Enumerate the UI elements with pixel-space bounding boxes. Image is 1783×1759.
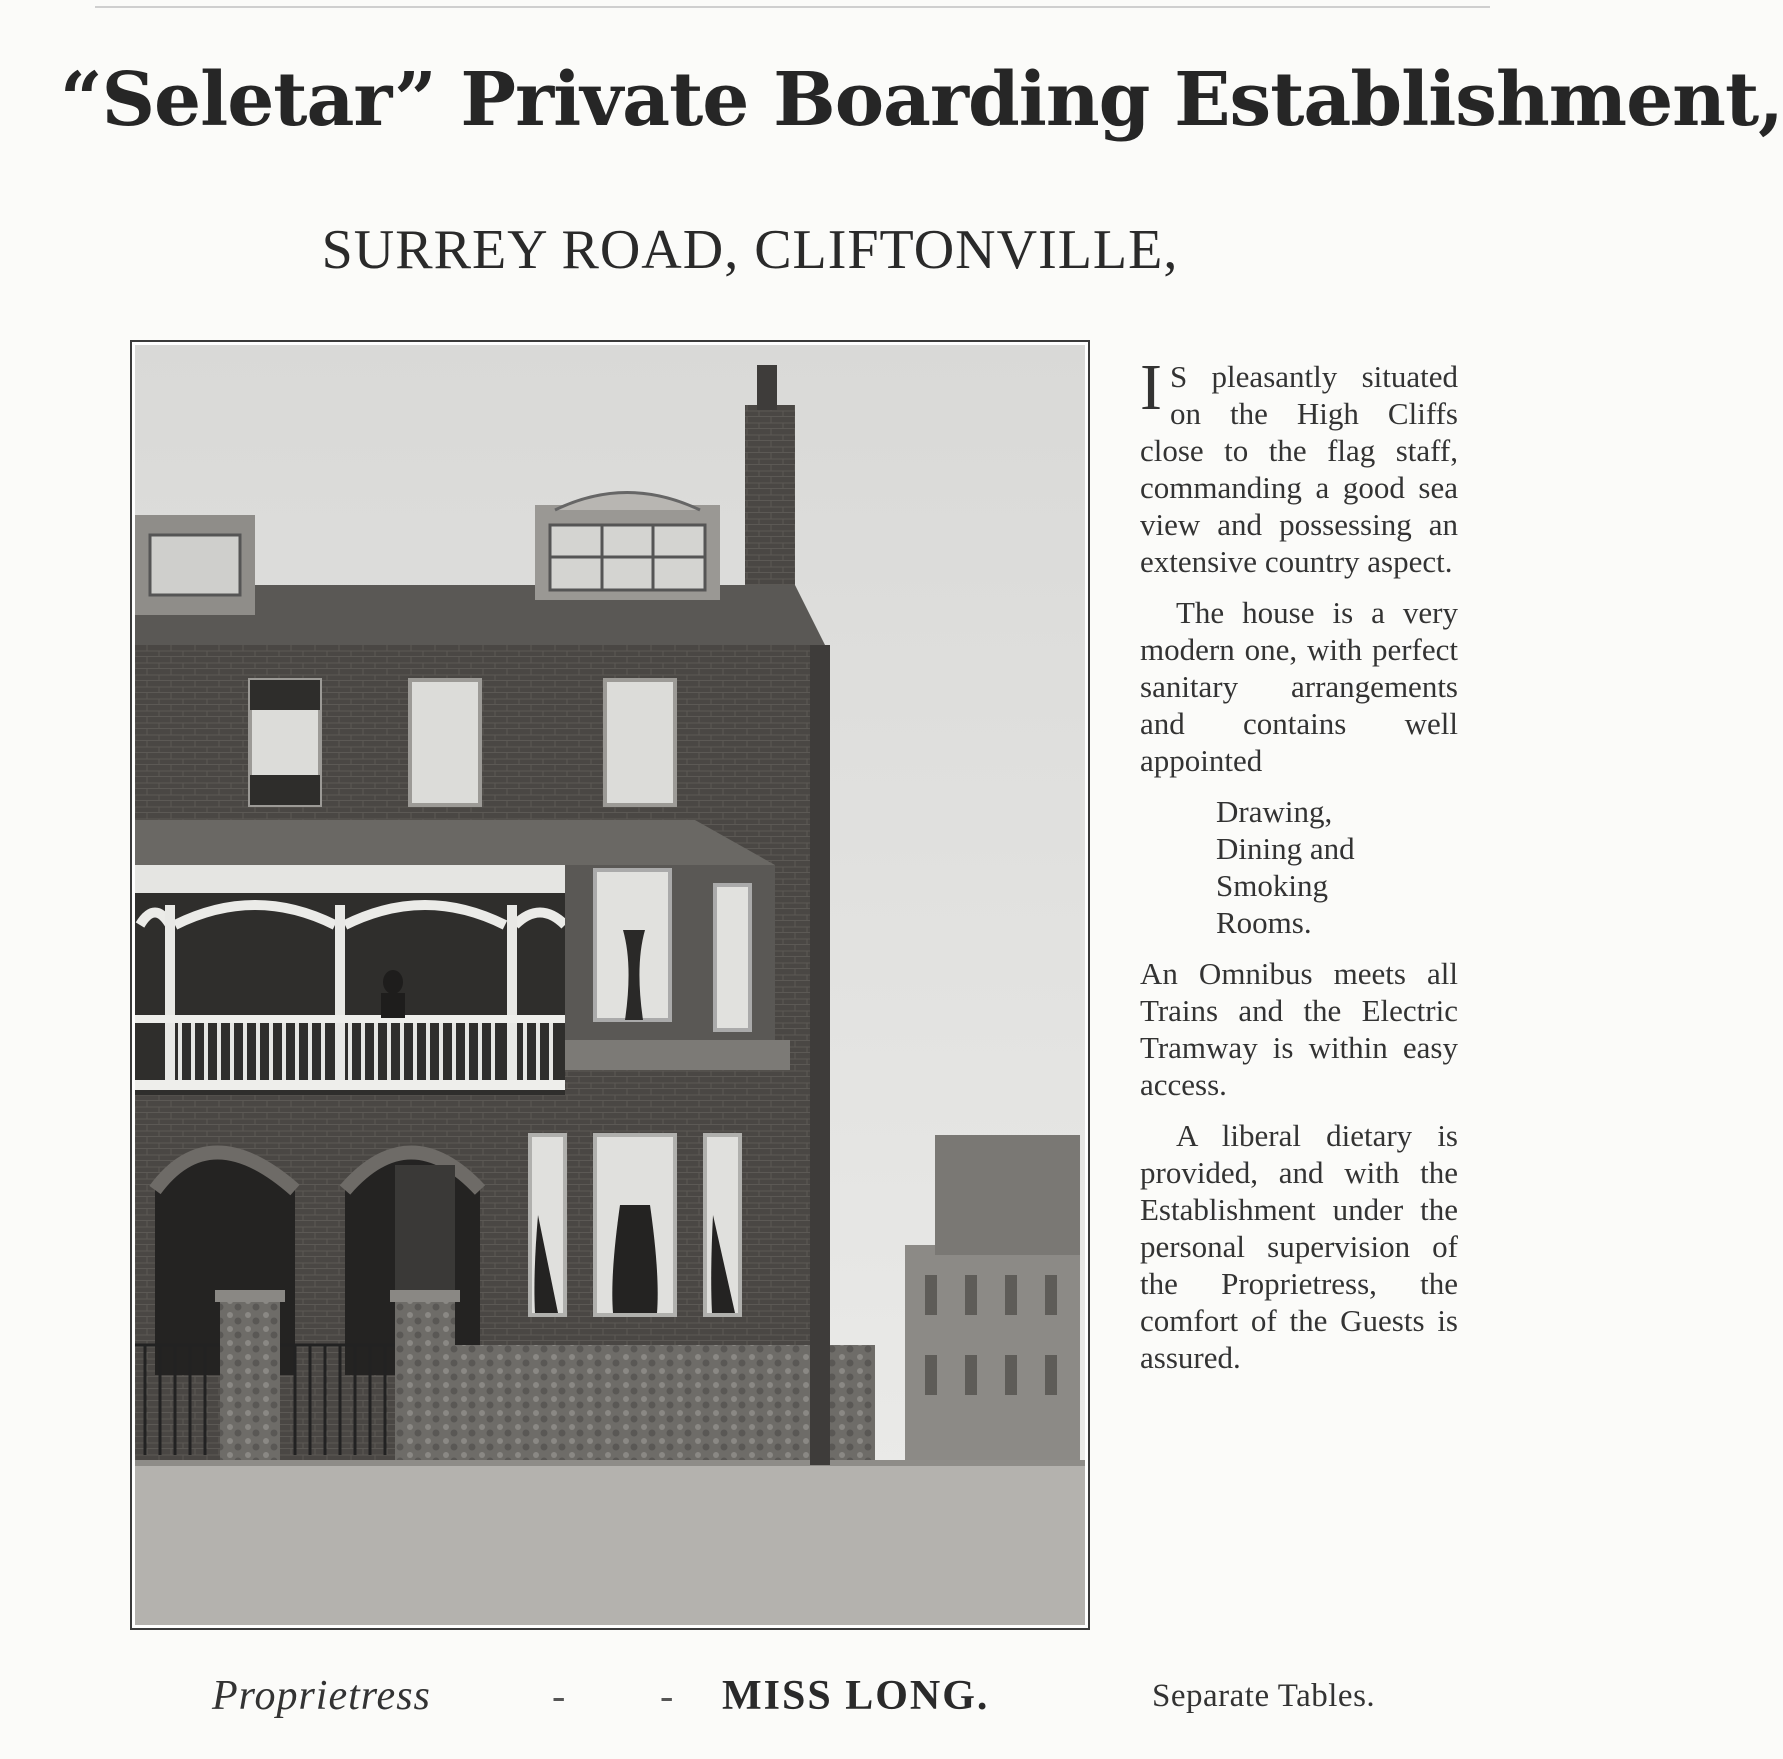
room-item: Drawing, — [1216, 794, 1333, 829]
rooms-list — [1216, 793, 1458, 941]
room-item: Dining and — [1216, 831, 1355, 866]
intro-text: S pleasantly situated on the High Cliffs close to the flag staff, commanding a good sea view and possessing an extensive country aspect. — [1140, 359, 1458, 579]
top-rule — [95, 6, 1490, 8]
footer — [0, 1672, 1500, 1732]
house-photo-icon — [135, 345, 1085, 1625]
separator-dash: - — [660, 1673, 674, 1718]
room-item: Rooms. — [1216, 905, 1312, 940]
intro-paragraph — [1140, 351, 1458, 580]
house-paragraph: The house is a very modern one, with perfect sanitary arrangements and contains well appointed — [1140, 595, 1458, 778]
separate-tables-note: Separate Tables. — [1152, 1678, 1376, 1714]
drop-cap: I — [1140, 351, 1162, 424]
transport-paragraph: An Omnibus meets all Trains and the Electric Tramway is within easy access. — [1140, 956, 1458, 1102]
house-photo — [130, 340, 1090, 1630]
proprietress-name: MISS LONG. — [722, 1673, 990, 1719]
room-item: Smoking — [1216, 868, 1328, 903]
description-text — [1140, 351, 1458, 1390]
separator-dash: - — [552, 1673, 566, 1718]
proprietress-label: Proprietress — [212, 1673, 431, 1719]
page-title: “Seletar” Private Boarding Establishment, — [60, 57, 1783, 143]
dietary-paragraph: A liberal dietary is provided, and with the Establishment under the personal supervision of the Proprietress, the comfort of the Guests is assured. — [1140, 1118, 1458, 1375]
address-subtitle: SURREY ROAD, CLIFTONVILLE, — [321, 219, 1179, 281]
